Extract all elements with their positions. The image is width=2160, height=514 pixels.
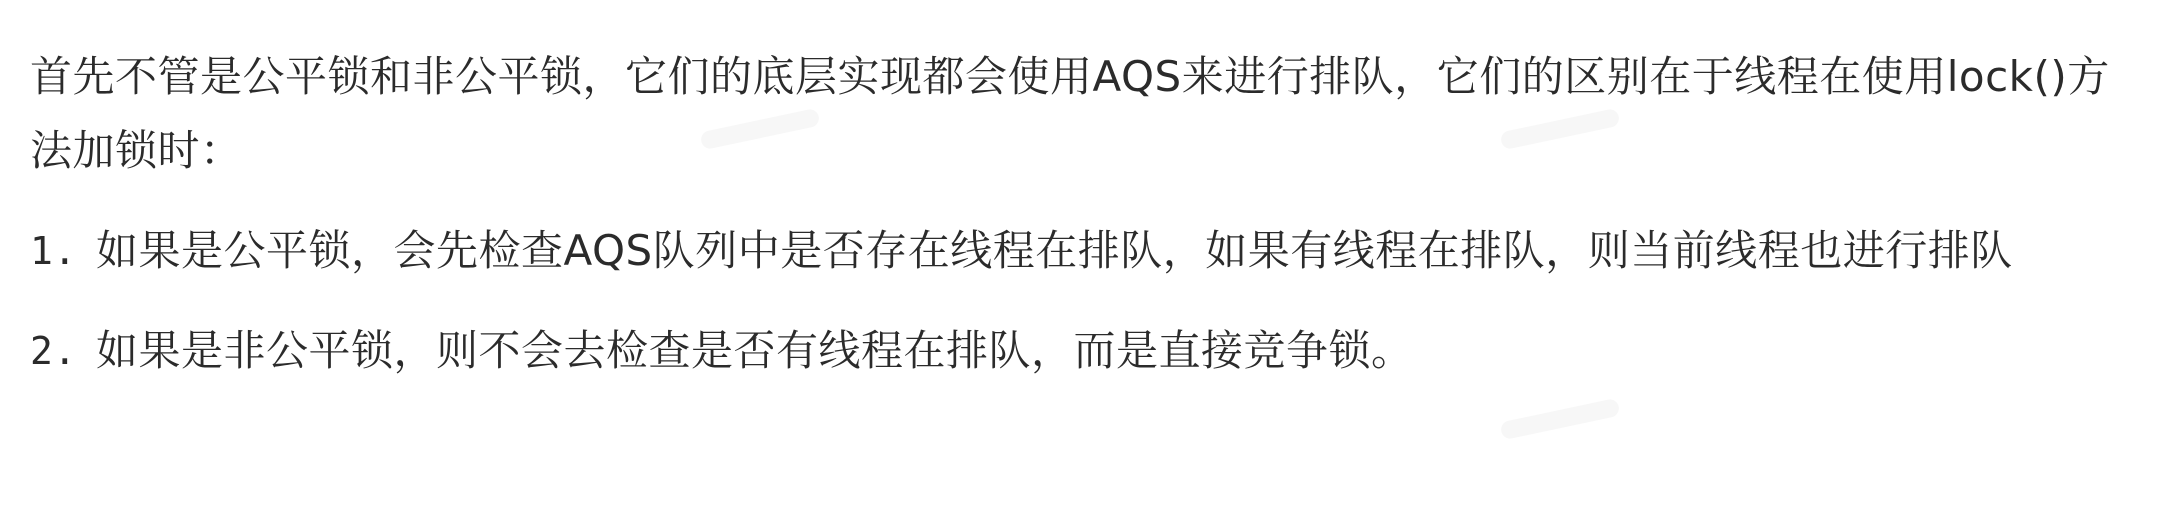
list-number: 1. — [30, 229, 77, 273]
list-number: 2. — [30, 329, 77, 373]
list-item — [30, 314, 2130, 388]
intro-paragraph: 首先不管是公平锁和非公平锁，它们的底层实现都会使用AQS来进行排队，它们的区别在于线程在使用lock()方法加锁时： — [30, 52, 2110, 175]
list-text: 如果是非公平锁，则不会去检查是否有线程在排队，而是直接竞争锁。 — [96, 326, 1414, 375]
list-text: 如果是公平锁，会先检查AQS队列中是否存在线程在排队，如果有线程在排队，则当前线程也进行排队 — [96, 226, 2013, 275]
document-body — [30, 40, 2130, 414]
numbered-list — [30, 214, 2130, 388]
list-item — [30, 214, 2130, 288]
